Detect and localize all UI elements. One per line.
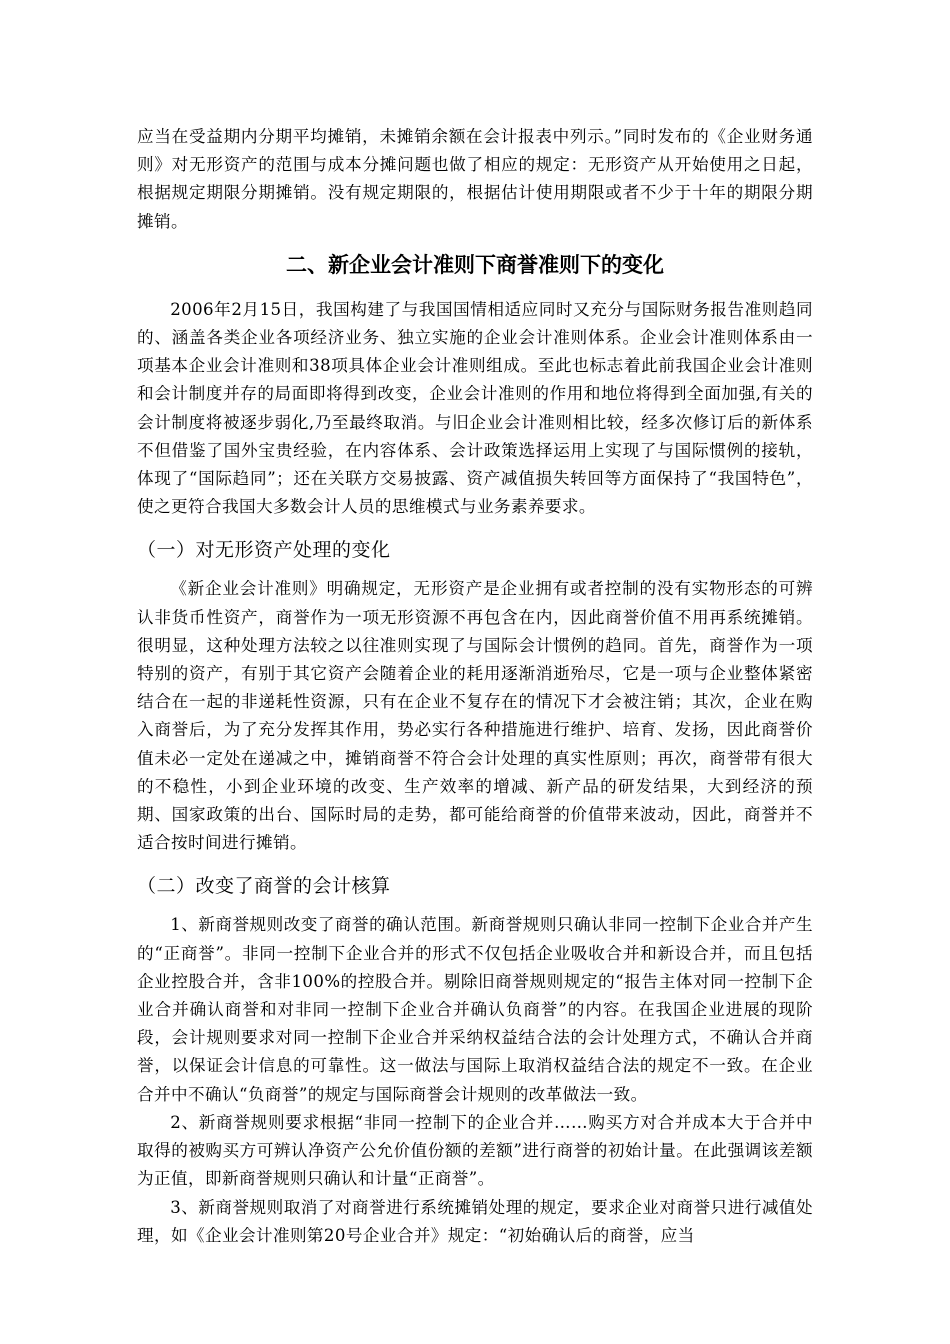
paragraph-item-1: 1、新商誉规则改变了商誉的确认范围。新商誉规则只确认非同一控制下企业合并产生的“正商誉”。非同一控制下企业合并的形式不仅包括企业吸收合并和新设合并，而且包括企业控股合并，含非100%的控股合并。剔除旧商誉规则规定的“报告主体对同一控制下企业合并确认商誉和对非同一控制下企业合并确认负商誉”的内容。在我国企业进展的现阶段，会计规则要求对同一控制下企业合并采纳权益结合法的会计处理方式，不确认合并商誉，以保证会计信息的可靠性。这一做法与国际上取消权益结合法的规定不一致。在企业合并中不确认“负商誉”的规定与国际商誉会计规则的改革做法一致。: [137, 915, 813, 1104]
paragraph-item-3: 3、新商誉规则取消了对商誉进行系统摊销处理的规定，要求企业对商誉只进行减值处理，如《企业会计准则第20号企业合并》规定：“初始确认后的商誉，应当: [137, 1197, 813, 1245]
document-body: [137, 123, 813, 1250]
paragraph-intangible-assets: 《新企业会计准则》明确规定，无形资产是企业拥有或者控制的没有实物形态的可辨认非货币性资产，商誉作为一项无形资源不再包含在内，因此商誉价值不用再系统摊销。很明显，这种处理方法较之以往准则实现了与国际会计惯例的趋同。首先，商誉作为一项特别的资产，有别于其它资产会随着企业的耗用逐渐消逝殆尽，它是一项与企业整体紧密结合在一起的非递耗性资源，只有在企业不复存在的情况下才会被注销；其次，企业在购入商誉后，为了充分发挥其作用，势必实行各种措施进行维护、培育、发扬，因此商誉价值未必一定处在递减之中，摊销商誉不符合会计处理的真实性原则；再次，商誉带有很大的不稳性，小到企业环境的改变、生产效率的增减、新产品的研发结果，大到经济的预期、国家政策的出台、国际时局的走势，都可能给商誉的价值带来波动，因此，商誉并不适合按时间进行摊销。: [137, 579, 813, 853]
paragraph-new-standards: 2006年2月15日，我国构建了与我国国情相适应同时又充分与国际财务报告准则趋同的、涵盖各类企业各项经济业务、独立实施的企业会计准则体系。企业会计准则体系由一项基本企业会计准则和38项具体企业会计准则组成。至此也标志着此前我国企业会计准则和会计制度并存的局面即将得到改变，企业会计准则的作用和地位将得到全面加强,有关的会计制度将被逐步弱化,乃至最终取消。与旧企业会计准则相比较，经多次修订后的新体系不但借鉴了国外宝贵经验，在内容体系、会计政策选择运用上实现了与国际惯例的接轨，体现了“国际趋同”；还在关联方交易披露、资产减值损失转回等方面保持了“我国特色”，使之更符合我国大多数会计人员的思维模式与业务素养要求。: [137, 299, 813, 517]
subsection-heading-intangible: （一）对无形资产处理的变化: [137, 539, 391, 562]
paragraph-item-2: 2、新商誉规则要求根据“非同一控制下的企业合并……购买方对合并成本大于合并中取得的被购买方可辨认净资产公允价值份额的差额”进行商誉的初始计量。在此强调该差额为正值，即新商誉规则只确认和计量“正商誉”。: [137, 1112, 813, 1189]
paragraph-continuation: 应当在受益期内分期平均摊销，未摊销余额在会计报表中列示。”同时发布的《企业财务通则》对无形资产的范围与成本分摊问题也做了相应的规定：无形资产从开始使用之日起，根据规定期限分期摊销。没有规定期限的，根据估计使用期限或者不少于十年的期限分期摊销。: [137, 127, 813, 231]
section-heading: 二、新企业会计准则下商誉准则下的变化: [286, 252, 664, 277]
subsection-heading-goodwill-accounting: （二）改变了商誉的会计核算: [137, 875, 391, 898]
